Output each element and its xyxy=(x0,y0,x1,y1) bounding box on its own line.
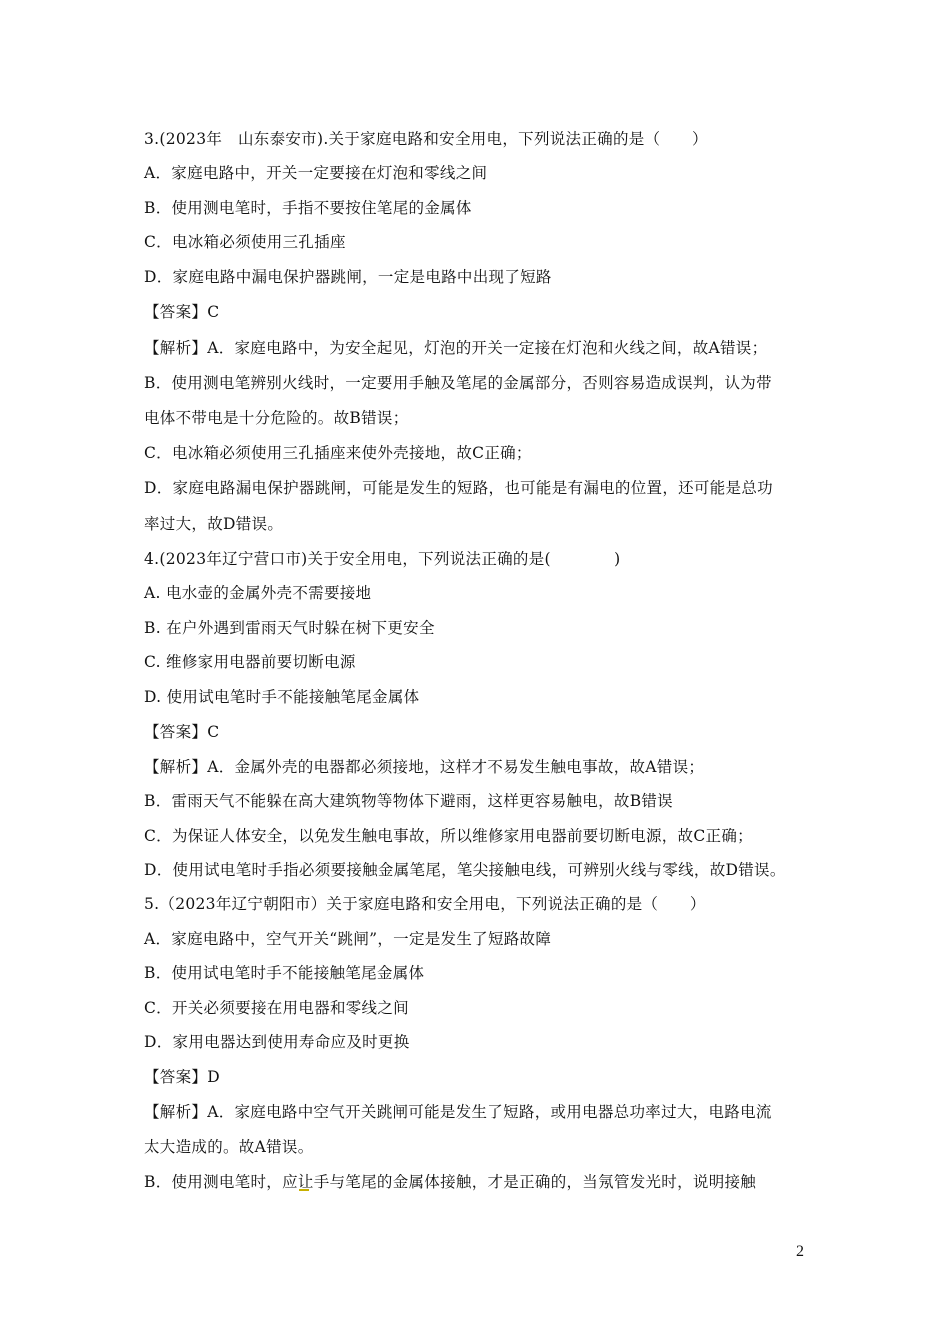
question-5-analysis-line: 【解析】A．家庭电路中空气开关跳闸可能是发生了短路，或用电器总功率过大，电路电流 xyxy=(144,1103,772,1121)
question-3-analysis-line: 率过大，故D错误。 xyxy=(144,515,284,533)
question-3-option-c: C．电冰箱必须使用三孔插座 xyxy=(144,233,346,251)
scan-mark xyxy=(299,1185,309,1191)
question-5-option-d: D．家用电器达到使用寿命应及时更换 xyxy=(144,1033,410,1051)
question-5-analysis-line: B．使用测电笔时，应让手与笔尾的金属体接触，才是正确的，当氖管发光时，说明接触 xyxy=(144,1173,757,1191)
question-5-option-c: C．开关必须要接在用电器和零线之间 xyxy=(144,999,409,1017)
question-5-analysis-line: 太大造成的。故A错误。 xyxy=(144,1138,314,1156)
question-5-stem: 5.（2023年辽宁朝阳市）关于家庭电路和安全用电，下列说法正确的是（ ） xyxy=(144,895,706,913)
question-4-option-c: C. 维修家用电器前要切断电源 xyxy=(144,653,356,671)
question-3-option-d: D．家庭电路中漏电保护器跳闸，一定是电路中出现了短路 xyxy=(144,268,552,286)
question-5-option-a: A．家庭电路中，空气开关“跳闸”，一定是发生了短路故障 xyxy=(144,930,552,948)
question-5-option-b: B．使用试电笔时手不能接触笔尾金属体 xyxy=(144,964,425,982)
question-3-answer: 【答案】C xyxy=(144,303,220,321)
question-4-analysis-line: D．使用试电笔时手指必须要接触金属笔尾，笔尖接触电线，可辨别火线与零线，故D错误。 xyxy=(144,861,786,879)
question-4-option-a: A. 电水壶的金属外壳不需要接地 xyxy=(144,584,372,602)
question-4-analysis-line: B．雷雨天气不能躲在高大建筑物等物体下避雨，这样更容易触电，故B错误 xyxy=(144,792,673,810)
question-3-analysis-line: C．电冰箱必须使用三孔插座来使外壳接地，故C正确； xyxy=(144,444,532,462)
question-4-option-d: D. 使用试电笔时手不能接触笔尾金属体 xyxy=(144,688,420,706)
question-3-analysis-line: B．使用测电笔辨别火线时，一定要用手触及笔尾的金属部分，否则容易造成误判，认为带 xyxy=(144,374,772,392)
question-4-answer: 【答案】C xyxy=(144,723,220,741)
question-3-analysis-line: D．家庭电路漏电保护器跳闸，可能是发生的短路，也可能是有漏电的位置，还可能是总功 xyxy=(144,479,773,497)
question-4-analysis-line: 【解析】A．金属外壳的电器都必须接地，这样才不易发生触电事故，故A错误； xyxy=(144,758,705,776)
question-3-analysis-line: 【解析】A．家庭电路中，为安全起见，灯泡的开关一定接在灯泡和火线之间，故A错误； xyxy=(144,339,768,357)
page-number: 2 xyxy=(796,1243,804,1260)
question-3-option-a: A．家庭电路中，开关一定要接在灯泡和零线之间 xyxy=(144,164,488,182)
question-4-stem: 4.(2023年辽宁营口市)关于安全用电，下列说法正确的是( ) xyxy=(144,550,621,568)
question-4-analysis-line: C．为保证人体安全，以免发生触电事故，所以维修家用电器前要切断电源，故C正确； xyxy=(144,827,753,845)
question-3-analysis-line: 电体不带电是十分危险的。故B错误； xyxy=(144,409,409,427)
question-4-option-b: B. 在户外遇到雷雨天气时躲在树下更安全 xyxy=(144,619,435,637)
question-5-answer: 【答案】D xyxy=(144,1068,220,1086)
question-3-stem: 3.(2023年 山东泰安市).关于家庭电路和安全用电，下列说法正确的是（ ） xyxy=(144,130,708,148)
question-3-option-b: B．使用测电笔时，手指不要按住笔尾的金属体 xyxy=(144,199,472,217)
